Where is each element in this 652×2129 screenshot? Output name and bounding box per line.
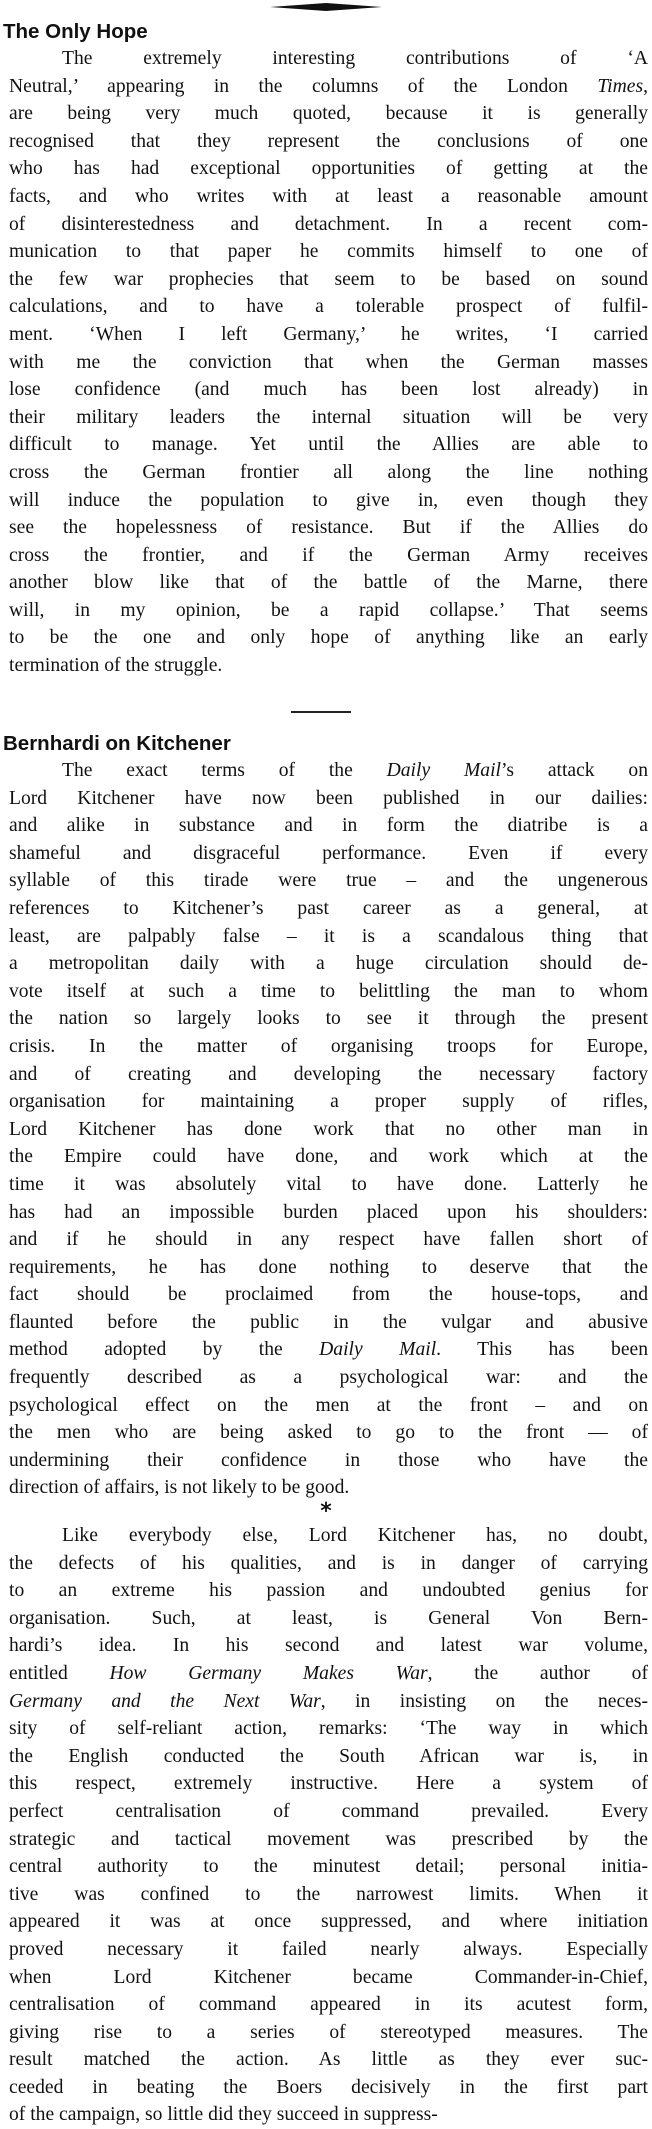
text-line: cross the frontier, and if the German Army receives [9,544,648,566]
text-line: the few war prophecies that seem to be based on sound [9,268,648,290]
text-line: lose confidence (and much has been lost already) in [9,379,648,401]
text-line: least, are palpably false – it is a scandalous thing that [9,925,648,947]
text-line: centralisation of command appeared in its acutest form, [9,1994,648,2016]
article-body-only-hope [9,45,648,680]
text-line: organisation for maintaining a proper supply of rifles, [9,1091,648,1113]
text-line: appeared it was at once suppressed, and where initiation [9,1911,648,1933]
text-line: undermining their confidence in those who have the [9,1449,648,1471]
text-line: Like everybody else, Lord Kitchener has, no doubt, [62,1525,648,1546]
text-line: their military leaders the internal situation will be very [9,406,648,428]
text-line: The extremely interesting contributions of ‘A [62,48,648,69]
text-line: facts, and who writes with at least a reasonable amount [9,185,648,207]
text-line: when Lord Kitchener became Commander-in-Chief, [9,1966,648,1988]
header-ornament-icon [270,2,382,12]
text-line: shameful and disgraceful performance. Even if every [9,842,648,864]
text-line: the Empire could have done, and work which at the [9,1146,648,1168]
article-body-bernhardi-paragraph-2 [9,1522,648,2129]
text-line: direction of affairs, is not likely to be good. [9,1477,350,1499]
text-line: crisis. In the matter of organising troops for Europe, [9,1035,648,1057]
text-line: the nation so largely looks to see it through the present [9,1008,648,1030]
text-line: a metropolitan daily with a huge circulation should de- [9,953,648,975]
text-line: Lord Kitchener have now been published in our dailies: [9,787,648,809]
text-line: of disinterestedness and detachment. In a recent com- [9,213,648,235]
text-line: entitled How Germany Makes War, the author of [9,1662,648,1684]
text-line: with me the conviction that when the German masses [9,351,648,373]
text-line: time it was absolutely vital to have done. Latterly he [9,1173,648,1195]
text-line: psychological effect on the men at the front – and on [9,1394,648,1416]
text-line: termination of the struggle. [9,655,223,677]
text-line: giving rise to a series of stereotyped measures. The [9,2021,648,2043]
text-line: will induce the population to give in, even though they [9,489,648,511]
text-line: The exact terms of the Daily Mail’s attack on [62,760,648,781]
text-line: cross the German frontier all along the line nothing [9,461,648,483]
text-line: difficult to manage. Yet until the Allies are able to [9,434,648,456]
text-line: vote itself at such a time to belittling the man to whom [9,980,648,1002]
text-line: strategic and tactical movement was prescribed by the [9,1828,648,1850]
text-line: Germany and the Next War, in insisting on the neces- [9,1690,649,1712]
text-line: hardi’s idea. In his second and latest war volume, [9,1635,648,1657]
text-line: organisation. Such, at least, is General Von Bern- [9,1607,648,1629]
text-line: result matched the action. As little as they ever suc- [9,2049,648,2071]
section-divider [291,711,351,713]
text-line: and alike in substance and in form the diatribe is a [9,815,648,837]
text-line: tive was confined to the narrowest limits. When it [9,1883,648,1905]
text-line: method adopted by the Daily Mail. This has been [9,1339,649,1361]
text-line: the defects of his qualities, and is in danger of carrying [9,1552,648,1574]
text-line: who has had exceptional opportunities of getting at the [9,158,648,180]
text-line: Neutral,’ appearing in the columns of the London Times, [9,75,648,97]
text-line: requirements, he has done nothing to deserve that the [9,1256,648,1278]
text-line: this respect, extremely instructive. Here a system of [9,1773,648,1795]
text-line: syllable of this tirade were true – and the ungenerous [9,870,648,892]
text-line: flaunted before the public in the vulgar and abusive [9,1311,648,1333]
text-line: Lord Kitchener has done work that no other man in [9,1118,648,1140]
text-line: has had an impossible burden placed upon his shoulders: [9,1201,648,1223]
text-line: to be the one and only hope of anything like an early [9,627,648,649]
text-line: are being very much quoted, because it is generally [9,103,648,125]
paragraph-separator-star: * [320,1499,332,1524]
text-line: central authority to the minutest detail; personal initia- [9,1856,648,1878]
text-line: sity of self-reliant action, remarks: ‘The way in which [9,1718,648,1740]
text-line: ceeded in beating the Boers decisively in the first part [9,2076,648,2098]
text-line: recognised that they represent the conclusions of one [9,130,648,152]
text-line: fact should be proclaimed from the house-tops, and [9,1284,648,1306]
text-line: of the campaign, so little did they succeed in suppress- [9,2104,438,2126]
text-line: proved necessary it failed nearly always. Especially [9,1938,648,1960]
article-title-only-hope: The Only Hope [3,20,148,43]
text-line: calculations, and to have a tolerable prospect of fulfil- [9,296,648,318]
text-line: perfect centralisation of command prevailed. Every [9,1800,648,1822]
article-title-bernhardi: Bernhardi on Kitchener [3,732,231,755]
text-line: frequently described as a psychological war: and the [9,1367,648,1389]
text-line: and if he should in any respect have fallen short of [9,1229,648,1251]
text-line: the English conducted the South African war is, in [9,1745,648,1767]
text-line: see the hopelessness of resistance. But if the Allies do [9,517,648,539]
text-line: references to Kitchener’s past career as a general, at [9,897,648,919]
text-line: the men who are being asked to go to the front — of [9,1422,648,1444]
text-line: ment. ‘When I left Germany,’ he writes, ‘I carried [9,323,648,345]
text-line: another blow like that of the battle of the Marne, there [9,572,648,594]
text-line: to an extreme his passion and undoubted genius for [9,1580,648,1602]
text-line: and of creating and developing the necessary factory [9,1063,648,1085]
text-line: munication to that paper he commits himself to one of [9,241,648,263]
text-line: will, in my opinion, be a rapid collapse.’ That seems [9,599,648,621]
article-body-bernhardi-paragraph-1 [9,757,648,1502]
